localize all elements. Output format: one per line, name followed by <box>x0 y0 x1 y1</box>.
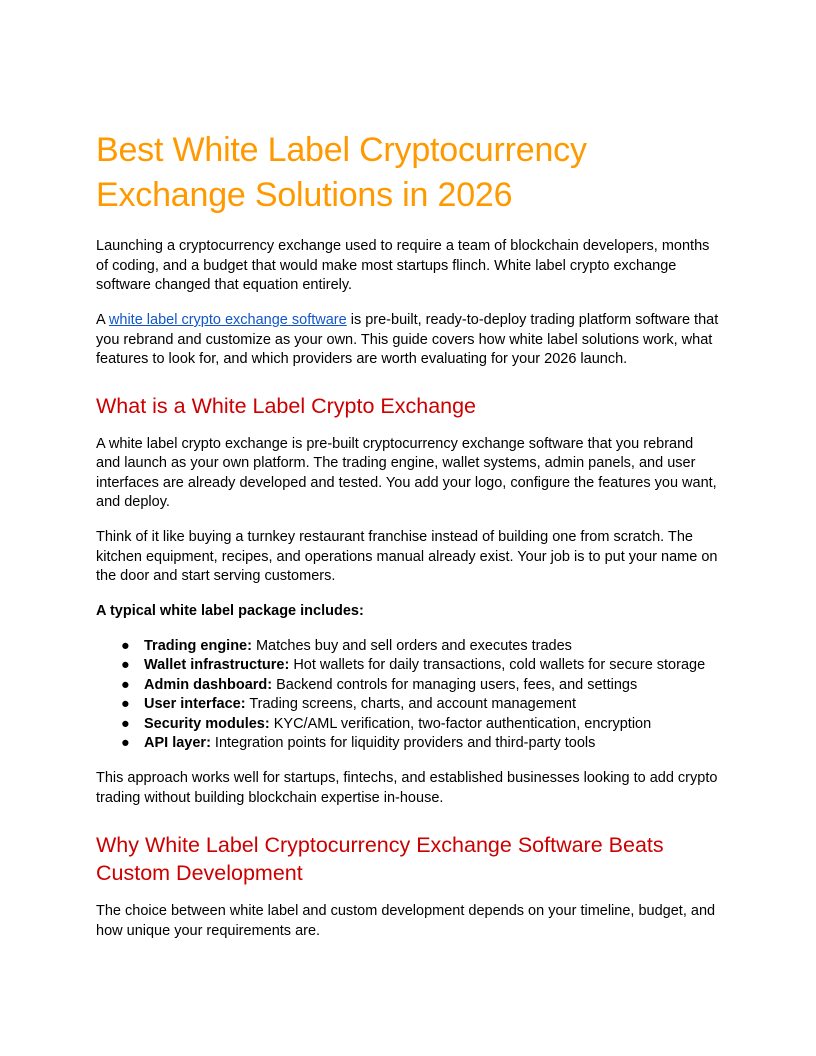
bullet-icon: ● <box>121 715 130 732</box>
section-heading-why: Why White Label Cryptocurrency Exchange Software Beats Custom Development <box>96 833 664 885</box>
section-heading-what-is: What is a White Label Crypto Exchange <box>96 393 477 418</box>
bullet-icon: ● <box>121 696 130 712</box>
analogy-paragraph: Think of it like buying a turnkey restaurant franchise instead of building one from scratch. The kitchen equipment, recipes, and operations manual already exist. Your job is to put your name on the door and start serving customers. <box>96 529 718 584</box>
list-item <box>96 637 720 657</box>
feature-desc: Matches buy and sell orders and executes trades <box>251 637 572 654</box>
feature-desc: Hot wallets for daily transactions, cold wallets for secure storage <box>289 657 706 673</box>
bullet-icon: ● <box>121 657 130 673</box>
choice-paragraph: The choice between white label and custom development depends on your timeline, budget, and how unique your requirements are. <box>96 903 716 939</box>
list-item <box>96 695 720 715</box>
list-item <box>96 734 720 754</box>
list-item <box>96 656 720 676</box>
approach-paragraph: This approach works well for startups, fintechs, and established businesses looking to add crypto trading without building blockchain expertise in-house. <box>96 770 718 806</box>
document-page <box>96 128 720 941</box>
intro-suffix: is pre-built, ready-to-deploy trading platform software that you rebrand and customize as your own. This guide covers how white label solutions work, what features to look for, and which providers are worth evaluating for your 2026 launch. <box>96 312 719 367</box>
what-is-paragraph: A white label crypto exchange is pre-built cryptocurrency exchange software that you rebrand and launch as your own platform. The trading engine, wallet systems, admin panels, and user interfaces are already developed and tested. You add your logo, configure the features you want, and deploy. <box>96 435 717 510</box>
feature-desc: Trading screens, charts, and account management <box>245 696 577 712</box>
intro-paragraph-with-link <box>96 311 720 370</box>
feature-term: Admin dashboard: <box>144 676 273 693</box>
bullet-icon: ● <box>121 637 130 654</box>
intro-paragraph: Launching a cryptocurrency exchange used to require a team of blockchain developers, months of coding, and a budget that would make most startups flinch. White label crypto exchange software changed that equation entirely. <box>96 238 710 293</box>
list-item <box>96 715 720 735</box>
feature-term: Wallet infrastructure: <box>144 657 290 673</box>
bullet-icon: ● <box>121 735 130 751</box>
document-title: Best White Label Cryptocurrency Exchange Solutions in 2026 <box>96 131 587 214</box>
list-item <box>96 676 720 696</box>
feature-term: User interface: <box>144 696 246 712</box>
feature-list <box>96 637 720 754</box>
feature-term: Security modules: <box>144 715 270 732</box>
package-includes-label: A typical white label package includes: <box>96 603 364 619</box>
feature-term: API layer: <box>144 735 211 751</box>
intro-prefix: A <box>96 312 109 328</box>
feature-desc: KYC/AML verification, two-factor authentication, encryption <box>269 715 652 732</box>
feature-desc: Integration points for liquidity providers and third-party tools <box>210 735 596 751</box>
bullet-icon: ● <box>121 676 130 693</box>
white-label-software-link[interactable]: white label crypto exchange software <box>108 312 347 328</box>
feature-desc: Backend controls for managing users, fees, and settings <box>272 676 638 693</box>
feature-term: Trading engine: <box>144 637 252 654</box>
